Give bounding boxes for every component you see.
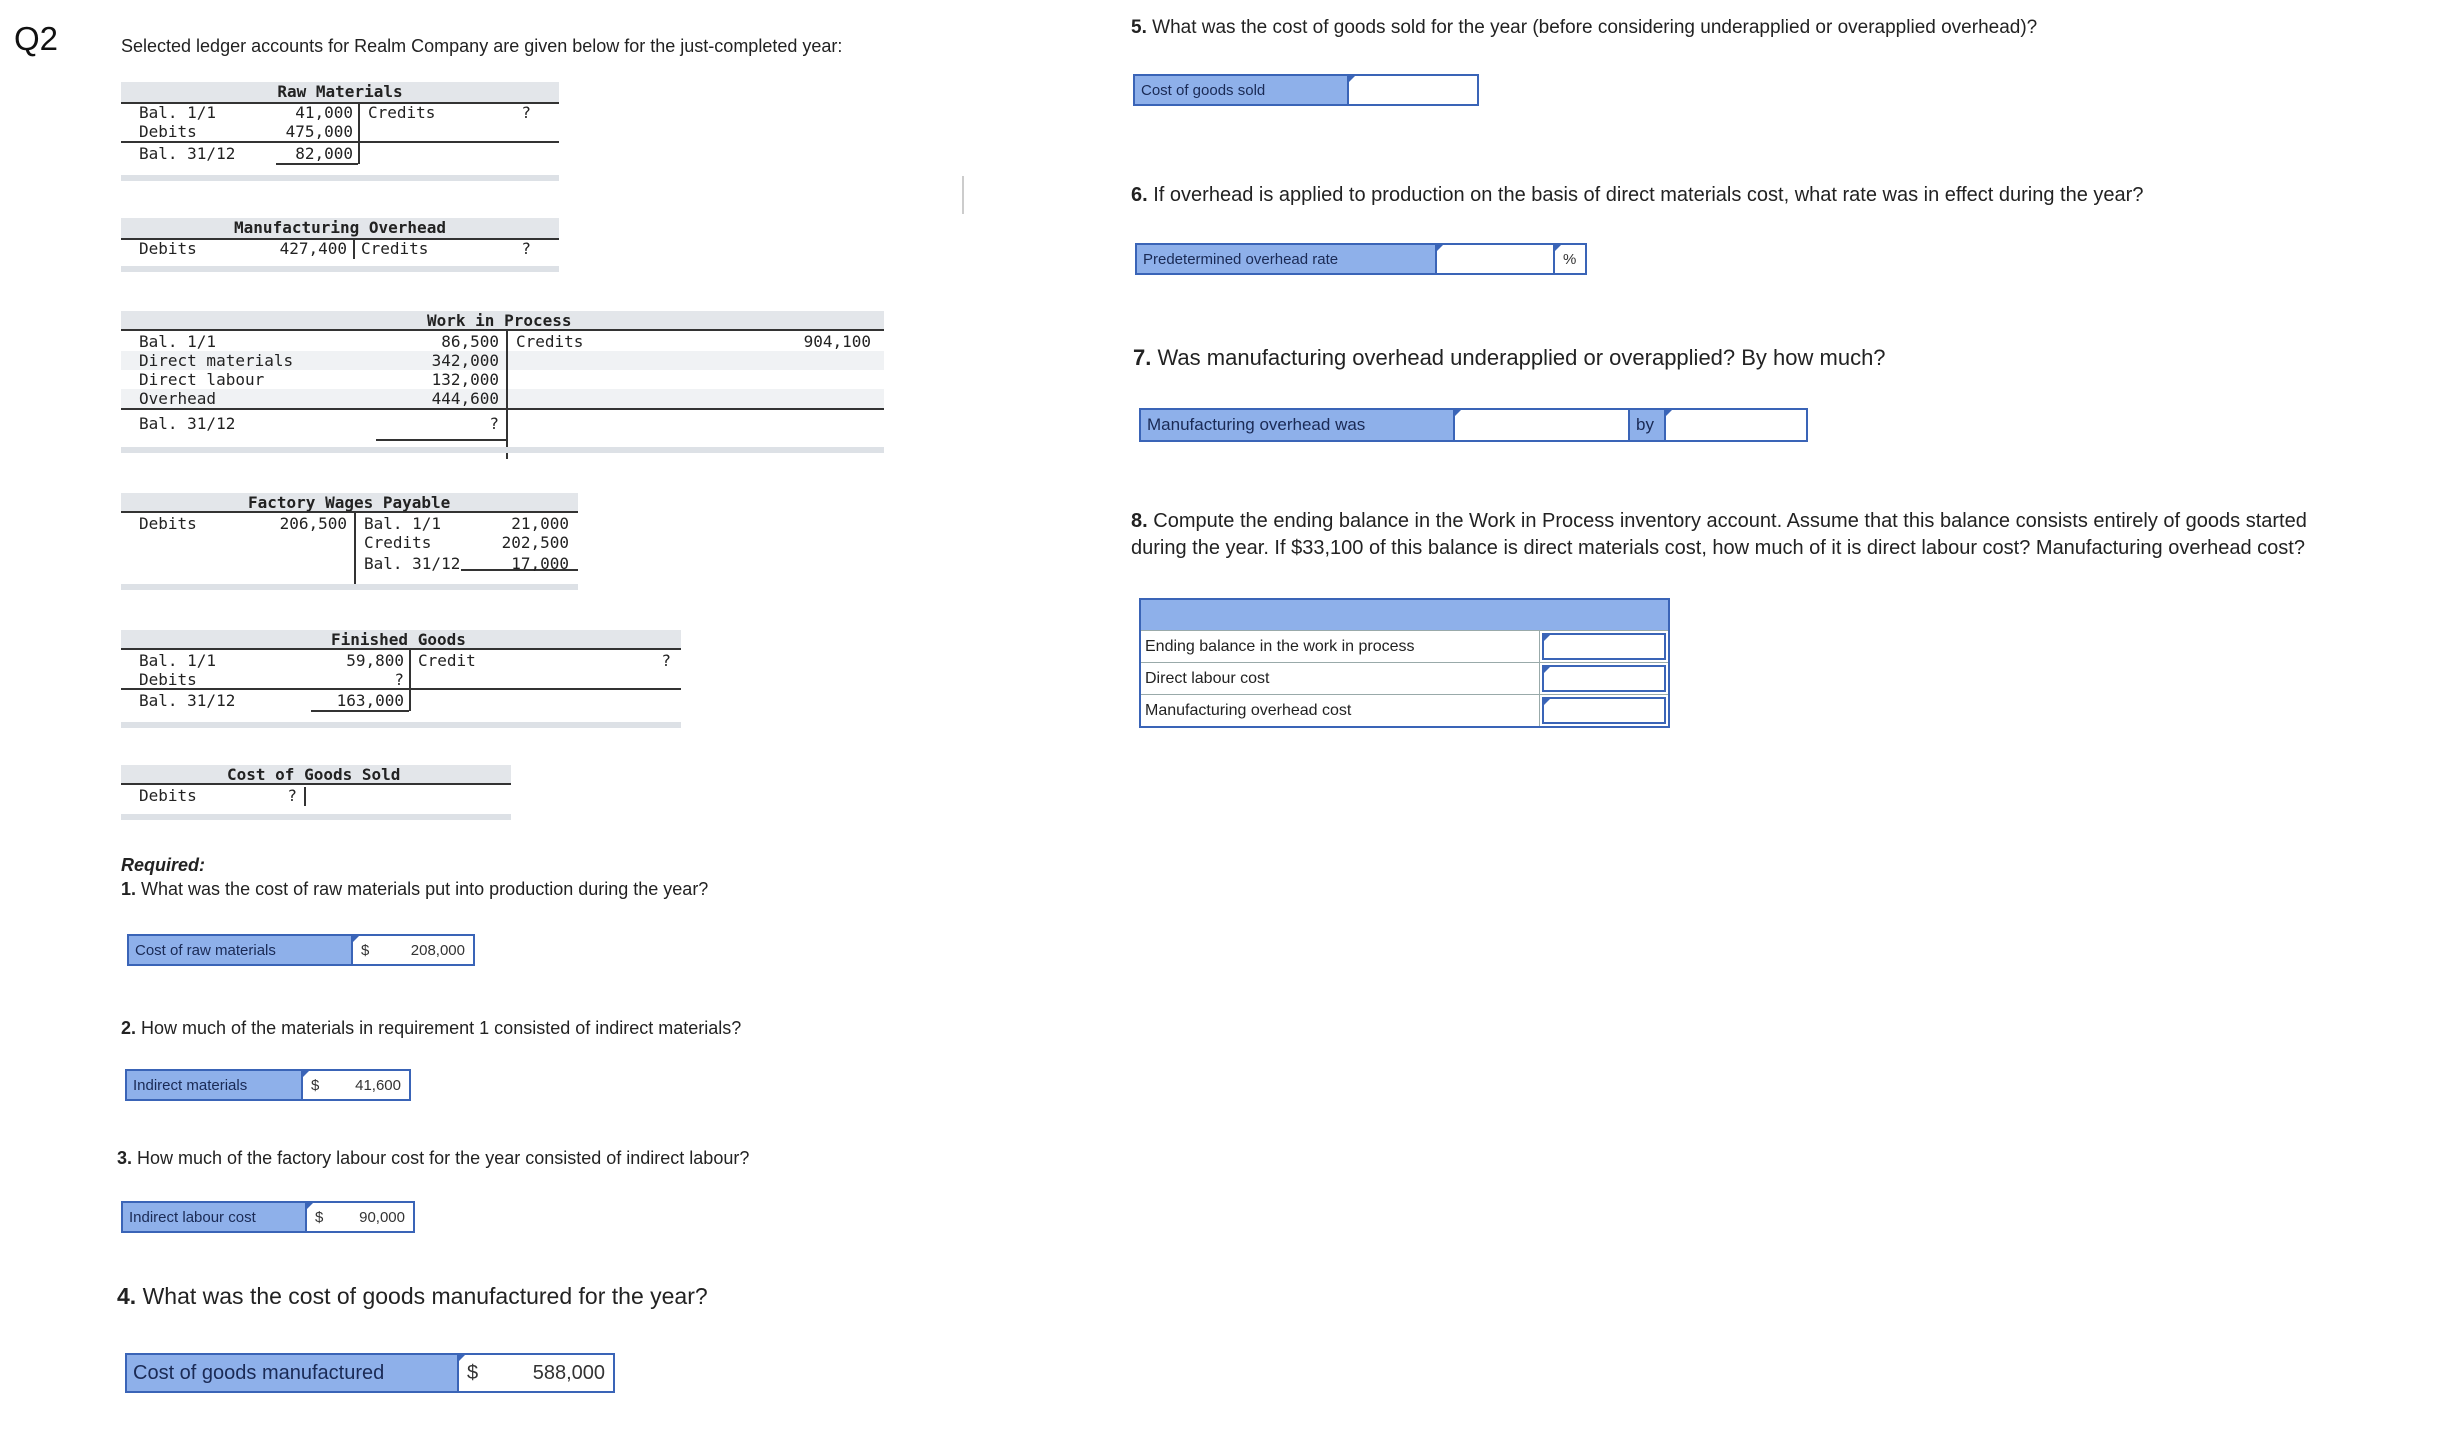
work-in-process-account bbox=[121, 311, 884, 459]
debit-value: ? bbox=[287, 786, 297, 805]
q4-value: 588,000 bbox=[532, 1361, 605, 1384]
credit-label: Credits bbox=[516, 332, 584, 351]
table-row bbox=[1141, 694, 1668, 726]
account-title: Cost of Goods Sold bbox=[121, 765, 511, 785]
percent-unit: % bbox=[1553, 245, 1585, 273]
credit-value: ? bbox=[521, 239, 531, 258]
q8-answer-table bbox=[1139, 598, 1670, 728]
intro-text: Selected ledger accounts for Realm Company are given below for the just-completed year: bbox=[121, 36, 843, 56]
row-label: Debits bbox=[139, 670, 197, 689]
row-label: Debits bbox=[139, 239, 197, 258]
q6-input[interactable] bbox=[1435, 245, 1553, 273]
credit-label: Credits bbox=[364, 533, 432, 552]
row-label: Debits bbox=[139, 514, 197, 533]
q7-label: Manufacturing overhead was bbox=[1141, 410, 1453, 440]
question-4: 4. What was the cost of goods manufactured for the year? bbox=[117, 1283, 708, 1309]
q7-amount-input[interactable] bbox=[1664, 410, 1806, 440]
question-6: 6. If overhead is applied to production on the basis of direct materials cost, what rate was in effect during the year? bbox=[1131, 184, 2144, 206]
q6-label: Predetermined overhead rate bbox=[1137, 245, 1435, 273]
debit-value: 132,000 bbox=[431, 370, 499, 389]
question-8: 8. Compute the ending balance in the Work in Process inventory account. Assume that this balance consists entirely of goods started during the year. If $33,100 of this balance is direct materials cost, how much of it is direct labour cost? Manufacturing overhead cost? bbox=[1131, 510, 2307, 559]
question-7: 7. Was manufacturing overhead underapplied or overapplied? By how much? bbox=[1133, 345, 1886, 370]
debit-value: 41,000 bbox=[295, 103, 353, 122]
row-label: Overhead bbox=[139, 389, 217, 408]
ending-balance-input[interactable] bbox=[1542, 633, 1666, 660]
q2-value: 41,600 bbox=[355, 1076, 401, 1094]
column-divider bbox=[962, 176, 964, 214]
debit-value: ? bbox=[489, 414, 499, 433]
row-label: Direct labour bbox=[139, 370, 265, 389]
q5-label: Cost of goods sold bbox=[1135, 76, 1347, 104]
manufacturing-overhead-account bbox=[121, 218, 559, 278]
q4-input[interactable] bbox=[457, 1355, 613, 1391]
account-title: Raw Materials bbox=[121, 82, 559, 104]
row-label: Bal. 31/12 bbox=[139, 691, 236, 710]
q2-input[interactable] bbox=[301, 1071, 409, 1099]
row-label: Bal. 1/1 bbox=[139, 103, 217, 122]
account-title: Manufacturing Overhead bbox=[121, 218, 559, 240]
table-header bbox=[1141, 600, 1668, 630]
q5-answer bbox=[1133, 74, 1479, 106]
currency-sign: $ bbox=[311, 1076, 320, 1094]
direct-labour-input[interactable] bbox=[1542, 665, 1666, 692]
debit-value: 427,400 bbox=[279, 239, 347, 258]
q3-label: Indirect labour cost bbox=[123, 1203, 305, 1231]
overhead-input[interactable] bbox=[1542, 697, 1666, 724]
row-label: Direct labour cost bbox=[1141, 663, 1540, 694]
debit-value: 444,600 bbox=[431, 389, 499, 408]
credit-value: ? bbox=[661, 651, 671, 670]
credit-label: Credit bbox=[418, 651, 476, 670]
credit-value: 904,100 bbox=[803, 332, 871, 351]
account-title: Work in Process bbox=[121, 311, 884, 331]
q2-label: Indirect materials bbox=[127, 1071, 301, 1099]
row-label: Bal. 31/12 bbox=[139, 144, 236, 163]
credit-value: ? bbox=[521, 103, 531, 122]
table-row bbox=[1141, 630, 1668, 662]
finished-goods-account bbox=[121, 630, 681, 730]
row-label: Ending balance in the work in process bbox=[1141, 631, 1540, 662]
account-title: Finished Goods bbox=[121, 630, 681, 650]
required-label: Required: bbox=[121, 855, 206, 875]
row-label: Debits bbox=[139, 786, 197, 805]
q4-label: Cost of goods manufactured bbox=[127, 1355, 457, 1391]
row-label: Bal. 1/1 bbox=[139, 332, 217, 351]
cost-of-goods-sold-account bbox=[121, 765, 511, 825]
debit-value: 475,000 bbox=[285, 122, 353, 141]
q3-input[interactable] bbox=[305, 1203, 413, 1231]
q1-answer bbox=[127, 934, 475, 966]
debit-value: 163,000 bbox=[336, 691, 404, 710]
raw-materials-account bbox=[121, 82, 559, 182]
debit-value: 82,000 bbox=[295, 144, 353, 163]
debit-value: ? bbox=[394, 670, 404, 689]
question-2: 2. How much of the materials in requirement 1 consisted of indirect materials? bbox=[121, 1018, 742, 1038]
credit-label: Credits bbox=[368, 103, 436, 122]
q1-value: 208,000 bbox=[410, 941, 465, 959]
credit-label: Bal. 31/12 bbox=[364, 554, 461, 573]
debit-value: 86,500 bbox=[441, 332, 499, 351]
row-label: Bal. 31/12 bbox=[139, 414, 236, 433]
row-label: Bal. 1/1 bbox=[139, 651, 217, 670]
q7-answer bbox=[1139, 408, 1808, 442]
debit-value: 59,800 bbox=[346, 651, 404, 670]
currency-sign: $ bbox=[467, 1361, 479, 1384]
q2-answer bbox=[125, 1069, 411, 1101]
q5-input[interactable] bbox=[1347, 76, 1477, 104]
credit-value: 202,500 bbox=[501, 533, 569, 552]
question-3: 3. How much of the factory labour cost for the year consisted of indirect labour? bbox=[117, 1148, 750, 1168]
q6-answer bbox=[1135, 243, 1587, 275]
debit-value: 206,500 bbox=[279, 514, 347, 533]
table-row bbox=[1141, 662, 1668, 694]
credit-value: 21,000 bbox=[511, 514, 569, 533]
currency-sign: $ bbox=[361, 941, 370, 959]
credit-value: 17,000 bbox=[511, 554, 569, 573]
currency-sign: $ bbox=[315, 1208, 324, 1226]
q1-label: Cost of raw materials bbox=[129, 936, 351, 964]
question-1: 1. What was the cost of raw materials put into production during the year? bbox=[121, 879, 709, 899]
credit-label: Bal. 1/1 bbox=[364, 514, 442, 533]
q3-value: 90,000 bbox=[359, 1208, 405, 1226]
by-label: by bbox=[1628, 410, 1664, 440]
credit-label: Credits bbox=[361, 239, 429, 258]
q7-select[interactable] bbox=[1453, 410, 1628, 440]
q3-answer bbox=[121, 1201, 415, 1233]
question-label: Q2 bbox=[14, 20, 59, 57]
row-label: Manufacturing overhead cost bbox=[1141, 695, 1540, 726]
q4-answer bbox=[125, 1353, 615, 1393]
row-label: Debits bbox=[139, 122, 197, 141]
row-label: Direct materials bbox=[139, 351, 294, 370]
q1-input[interactable] bbox=[351, 936, 473, 964]
question-5: 5. What was the cost of goods sold for the year (before considering underapplied or overapplied overhead)? bbox=[1131, 17, 2038, 38]
debit-value: 342,000 bbox=[431, 351, 499, 370]
factory-wages-payable-account bbox=[121, 493, 578, 593]
account-title: Factory Wages Payable bbox=[121, 493, 578, 513]
